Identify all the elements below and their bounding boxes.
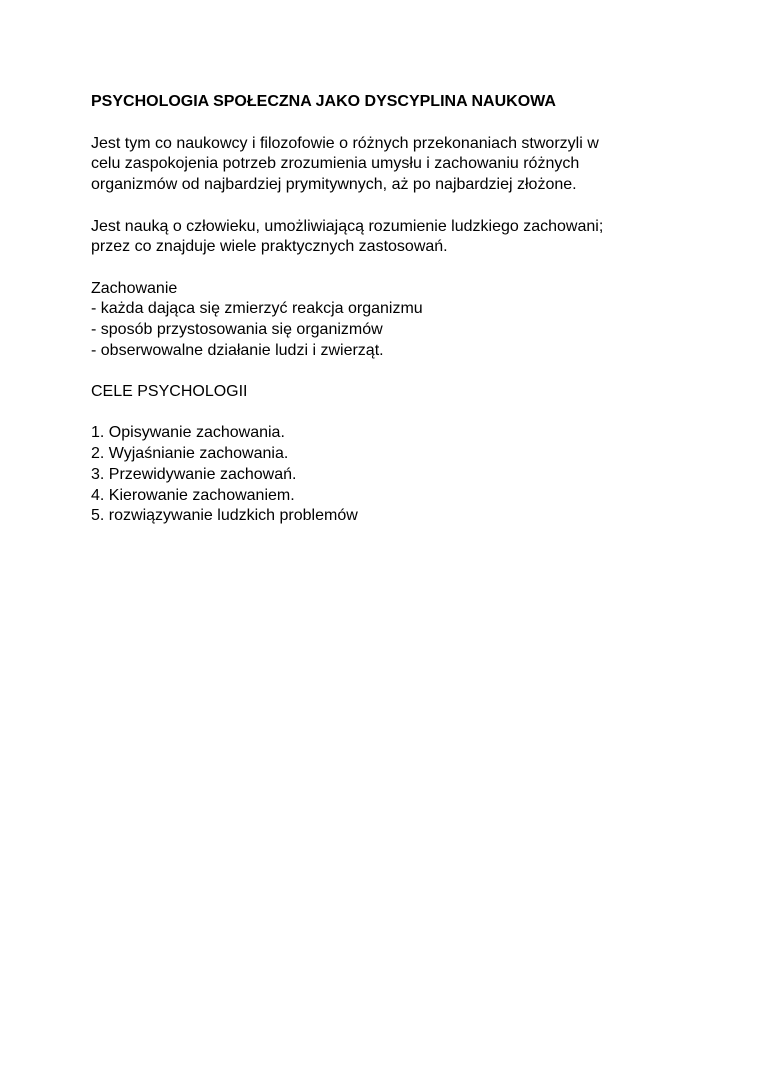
list-item: 5. rozwiązywanie ludzkich problemów: [91, 507, 358, 525]
paragraph-line: Jest tym co naukowcy i filozofowie o różnych przekonaniach stworzyli w: [91, 134, 599, 152]
list-item: 2. Wyjaśnianie zachowania.: [91, 445, 289, 463]
list-item: - każda dająca się zmierzyć reakcja organizmu: [91, 300, 423, 318]
list-item: 1. Opisywanie zachowania.: [91, 424, 285, 442]
list-item: - obserwowalne działanie ludzi i zwierząt.: [91, 341, 384, 359]
spacer: [91, 113, 691, 134]
list-item: - sposób przystosowania się organizmów: [91, 321, 383, 338]
list-item: 4. Kierowanie zachowaniem.: [91, 486, 295, 504]
spacer: [91, 403, 691, 424]
paragraph-line: Jest nauką o człowieku, umożliwiającą rozumienie ludzkiego zachowani;: [91, 217, 604, 235]
goals-heading: CELE PSYCHOLOGII: [91, 383, 248, 401]
document-title: PSYCHOLOGIA SPOŁECZNA JAKO DYSCYPLINA NAUKOWA: [91, 93, 556, 110]
paragraph-intro: [91, 134, 691, 196]
goals-list: [91, 423, 691, 527]
paragraph-line: przez co znajduje wiele praktycznych zastosowań.: [91, 238, 448, 256]
behavior-heading: Zachowanie: [91, 279, 178, 297]
behavior-section: [91, 279, 691, 362]
spacer: [91, 361, 691, 382]
goals-heading-block: [91, 382, 691, 403]
paragraph-definition: [91, 217, 691, 258]
list-item: 3. Przewidywanie zachowań.: [91, 465, 297, 483]
spacer: [91, 258, 691, 279]
spacer: [91, 196, 691, 217]
document-content: [91, 92, 691, 527]
paragraph-line: organizmów od najbardziej prymitywnych, aż po najbardziej złożone.: [91, 176, 577, 194]
paragraph-line: celu zaspokojenia potrzeb zrozumienia umysłu i zachowaniu różnych: [91, 155, 580, 173]
